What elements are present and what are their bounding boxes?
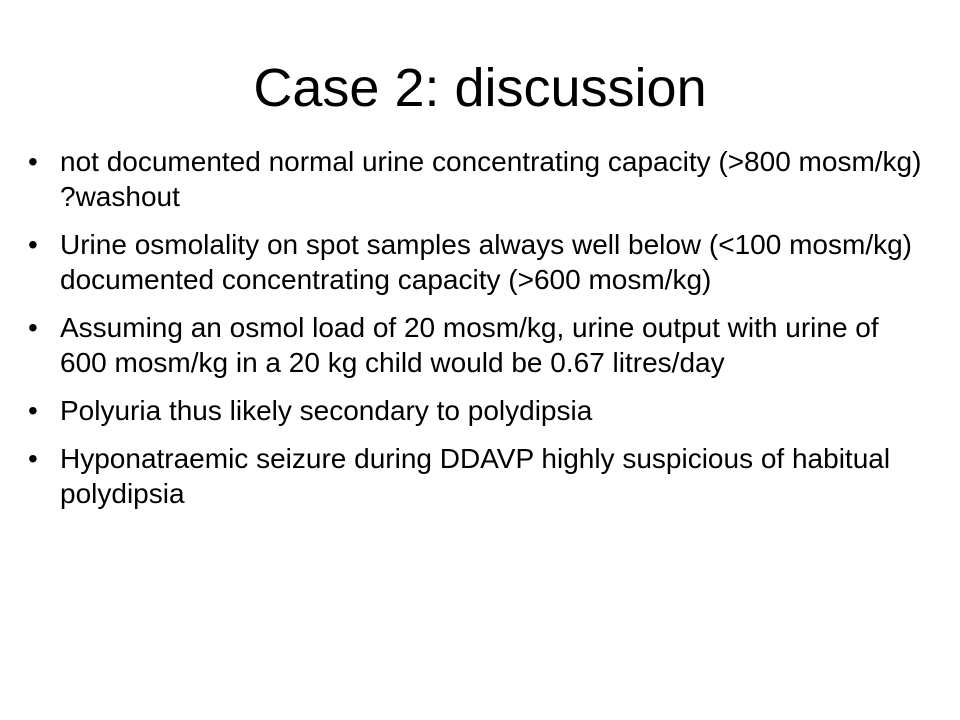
bullet-icon: • <box>28 395 38 426</box>
bullet-text: Hyponatraemic seizure during DDAVP highly suspicious of habitual polydipsia <box>60 443 891 509</box>
bullet-text: Urine osmolality on spot samples always well below (<100 mosm/kg) documented concentrating capacity (>600 mosm/kg) <box>60 229 913 295</box>
bullet-text: Assuming an osmol load of 20 mosm/kg, urine output with urine of 600 mosm/kg in a 20 kg child would be 0.67 litres/day <box>60 312 879 378</box>
bullet-list <box>28 144 928 524</box>
bullet-text: Polyuria thus likely secondary to polydipsia <box>60 395 593 426</box>
bullet-item-2 <box>28 227 928 297</box>
bullet-item-5 <box>28 441 928 511</box>
bullet-icon: • <box>28 312 38 343</box>
bullet-item-1 <box>28 144 928 214</box>
bullet-text: not documented normal urine concentrating capacity (>800 mosm/kg) ?washout <box>60 146 922 212</box>
slide-title: Case 2: discussion <box>253 58 707 118</box>
bullet-item-4 <box>28 393 928 428</box>
bullet-item-3 <box>28 310 928 380</box>
bullet-icon: • <box>28 146 38 177</box>
bullet-icon: • <box>28 229 38 260</box>
bullet-icon: • <box>28 443 38 474</box>
